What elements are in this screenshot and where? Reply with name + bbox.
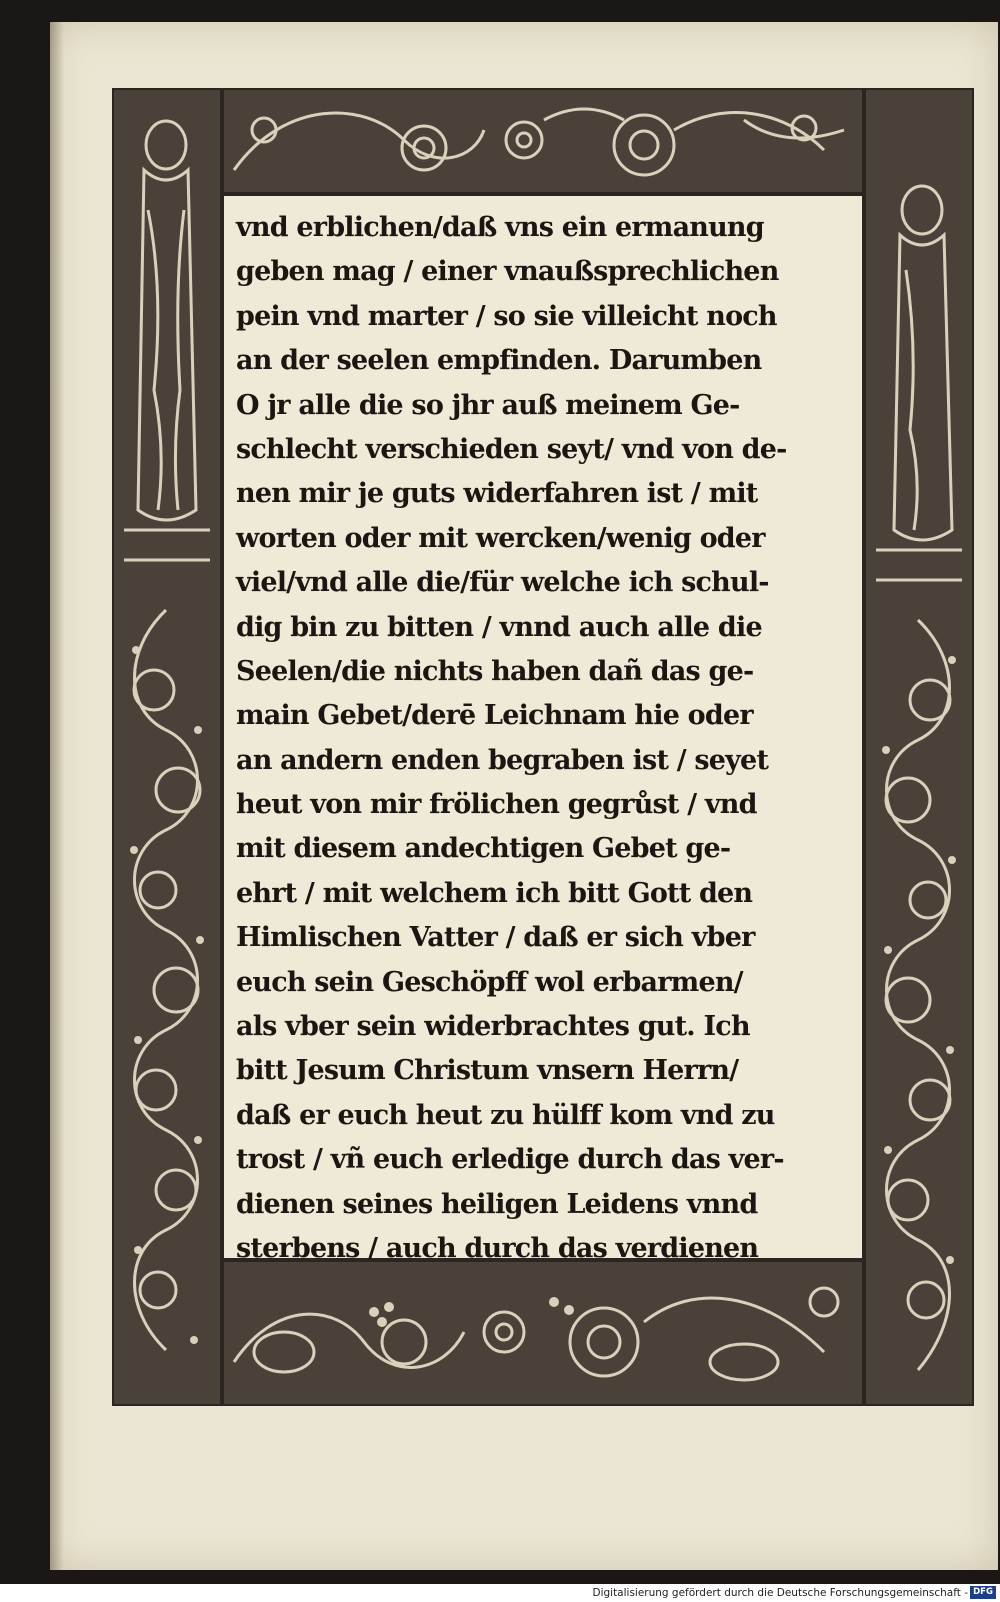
top-ornament-illustration — [224, 90, 862, 192]
body-text — [236, 206, 856, 1271]
text-line: nen mir je guts widerfahren ist / mit — [236, 478, 758, 510]
text-line: sterbens / auch durch das verdienen — [236, 1232, 759, 1264]
text-line: mit diesem andechtigen Gebet ge- — [236, 833, 731, 865]
text-line: main Gebet/derē Leichnam hie oder — [236, 700, 753, 732]
right-ornament-illustration — [866, 90, 972, 1404]
text-line: an der seelen empfinden. Darumben — [236, 345, 762, 377]
text-line: O jr alle die so jhr auß meinem Ge- — [236, 389, 740, 421]
text-line: geben mag / einer vnaußsprechlichen — [236, 256, 779, 288]
bottom-ornament-border — [224, 1262, 862, 1404]
funding-credit: Digitalisierung gefördert durch die Deutsche Forschungsgemeinschaft - — [592, 1587, 968, 1599]
page-gutter-shadow — [50, 22, 64, 1570]
text-line: vnd erblichen/daß vns ein ermanung — [236, 212, 764, 243]
dfg-logo-icon: DFG — [970, 1586, 996, 1599]
bottom-ornament-illustration — [224, 1262, 862, 1404]
text-line: trost / vñ euch erledige durch das ver- — [236, 1144, 784, 1176]
text-line: schlecht verschieden seyt/ vnd von de- — [236, 433, 787, 465]
text-line: dienen seines heiligen Leidens vnnd — [236, 1188, 758, 1220]
left-ornament-illustration — [114, 90, 220, 1404]
right-ornament-border — [866, 90, 972, 1404]
text-line: heut von mir frölichen gegrůst / vnd — [236, 789, 757, 821]
text-line: worten oder mit wercken/wenig oder — [236, 522, 765, 554]
text-line: pein vnd marter / so sie villeicht noch — [236, 300, 777, 332]
text-line: bitt Jesum Christum vnsern Herrn/ — [236, 1055, 739, 1087]
text-line: an andern enden begraben ist / seyet — [236, 744, 769, 776]
text-line: Seelen/die nichts haben dañ das ge- — [236, 655, 754, 687]
text-line: als vber sein widerbrachtes gut. Ich — [236, 1011, 750, 1043]
text-line: daß er euch heut zu hülff kom vnd zu — [236, 1099, 775, 1131]
text-line: viel/vnd alle die/für welche ich schul- — [236, 567, 769, 599]
top-ornament-border — [224, 90, 862, 192]
text-line: Himlischen Vatter / daß er sich vber — [236, 922, 755, 954]
text-line: ehrt / mit welchem ich bitt Gott den — [236, 877, 753, 909]
text-line: euch sein Geschöpff wol erbarmen/ — [236, 966, 743, 998]
left-ornament-border — [114, 90, 220, 1404]
text-line: dig bin zu bitten / vnnd auch alle die — [236, 611, 762, 643]
